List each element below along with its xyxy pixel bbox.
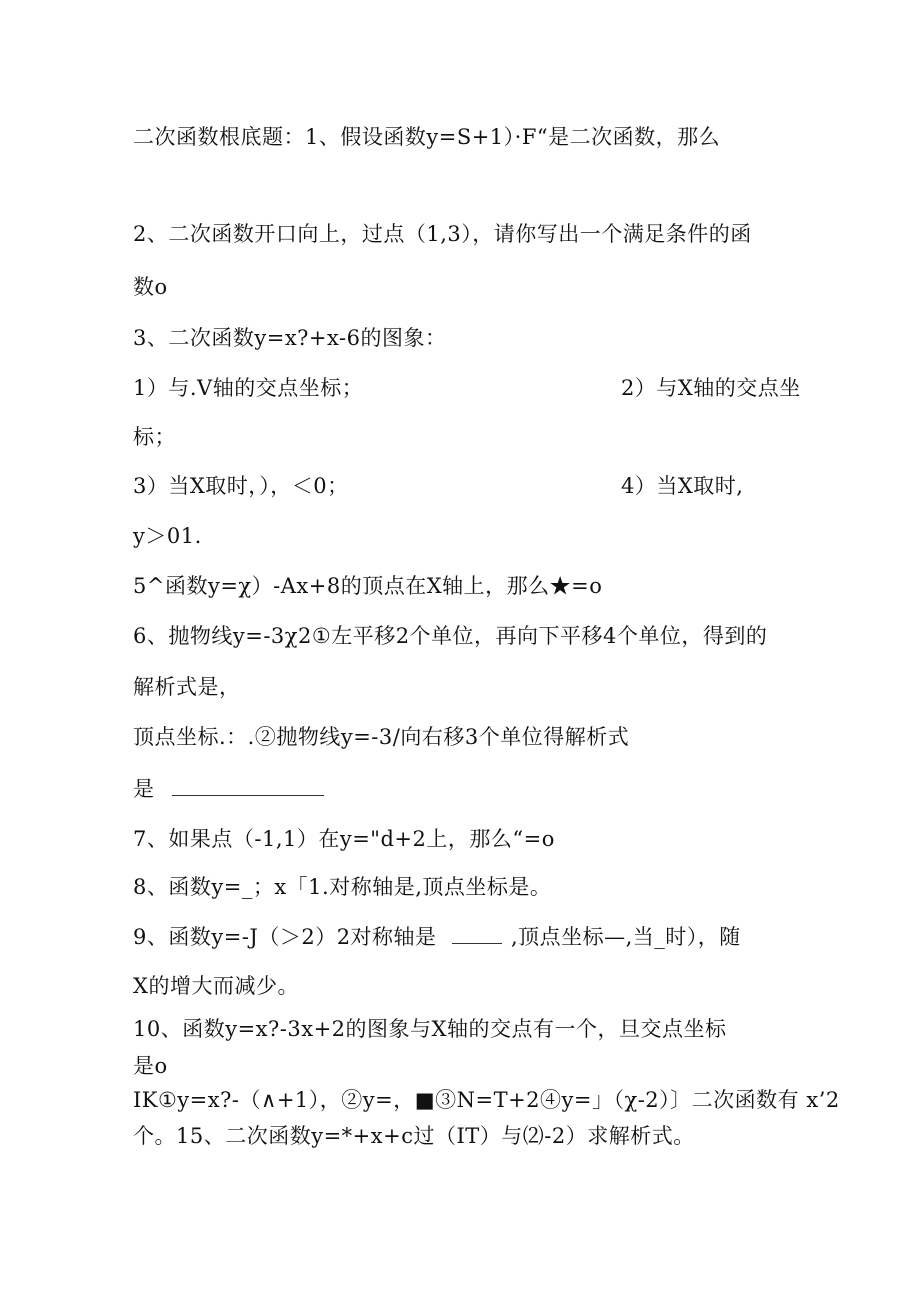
text-line-20: IK①y=x?-（∧+1），②y=，■③N=T+2④y=」（χ-2）〕二次函数有 x’2 — [133, 1088, 840, 1112]
text-line-6: 标； — [133, 425, 176, 449]
text-line-16-part-b: ,顶点坐标—,当_时），随 — [510, 925, 741, 949]
text-line-1: 二次函数根底题：1、假设函数y=S+1）·F“是二次函数，那么 — [133, 125, 721, 149]
text-line-5b: 2）与X轴的交点坐 — [621, 376, 801, 400]
text-line-2: 2、二次函数开口向上，过点（1,3），请你写出一个满足条件的函 — [133, 222, 752, 246]
answer-blank-short — [452, 925, 502, 944]
text-line-21: 个。15、二次函数y=*+x+c过（IT）与⑵-2）求解析式。 — [133, 1124, 695, 1148]
text-line-13-label: 是 — [133, 777, 155, 801]
text-line-13 — [133, 776, 324, 802]
text-line-16-part-a: 9、函数y=-J（＞2）2对称轴是 — [133, 925, 437, 949]
text-line-16 — [133, 924, 741, 950]
text-line-7a: 3）当X取时，），＜0； — [133, 474, 349, 498]
text-line-12: 顶点坐标.：.②抛物线y=-3/向右移3个单位得解析式 — [133, 725, 630, 749]
text-line-3: 数o — [133, 275, 168, 299]
text-line-11: 解析式是， — [133, 675, 241, 699]
answer-blank-line — [172, 777, 324, 796]
text-line-4: 3、二次函数y=x?+x-6的图象： — [133, 326, 447, 350]
text-line-17: X的增大而减少。 — [133, 974, 299, 998]
text-line-8: y＞01. — [133, 524, 202, 548]
text-line-10: 6、抛物线y=-3χ2①左平移2个单位，再向下平移4个单位，得到的 — [133, 624, 768, 648]
text-line-15: 8、函数y=_；x「1.对称轴是,顶点坐标是。 — [133, 875, 552, 899]
text-line-18: 10、函数y=x?-3x+2的图象与X轴的交点有一个，旦交点坐标 — [133, 1017, 727, 1041]
text-line-9: 5^函数y=χ）-Ax+8的顶点在X轴上，那么★=o — [133, 574, 603, 598]
text-line-7b: 4）当X取时, — [621, 474, 744, 498]
text-line-5a: 1）与.V轴的交点坐标； — [133, 376, 364, 400]
text-line-14: 7、如果点（-1,1）在y="d+2上，那么“=o — [133, 827, 555, 851]
text-line-19: 是o — [133, 1054, 168, 1078]
